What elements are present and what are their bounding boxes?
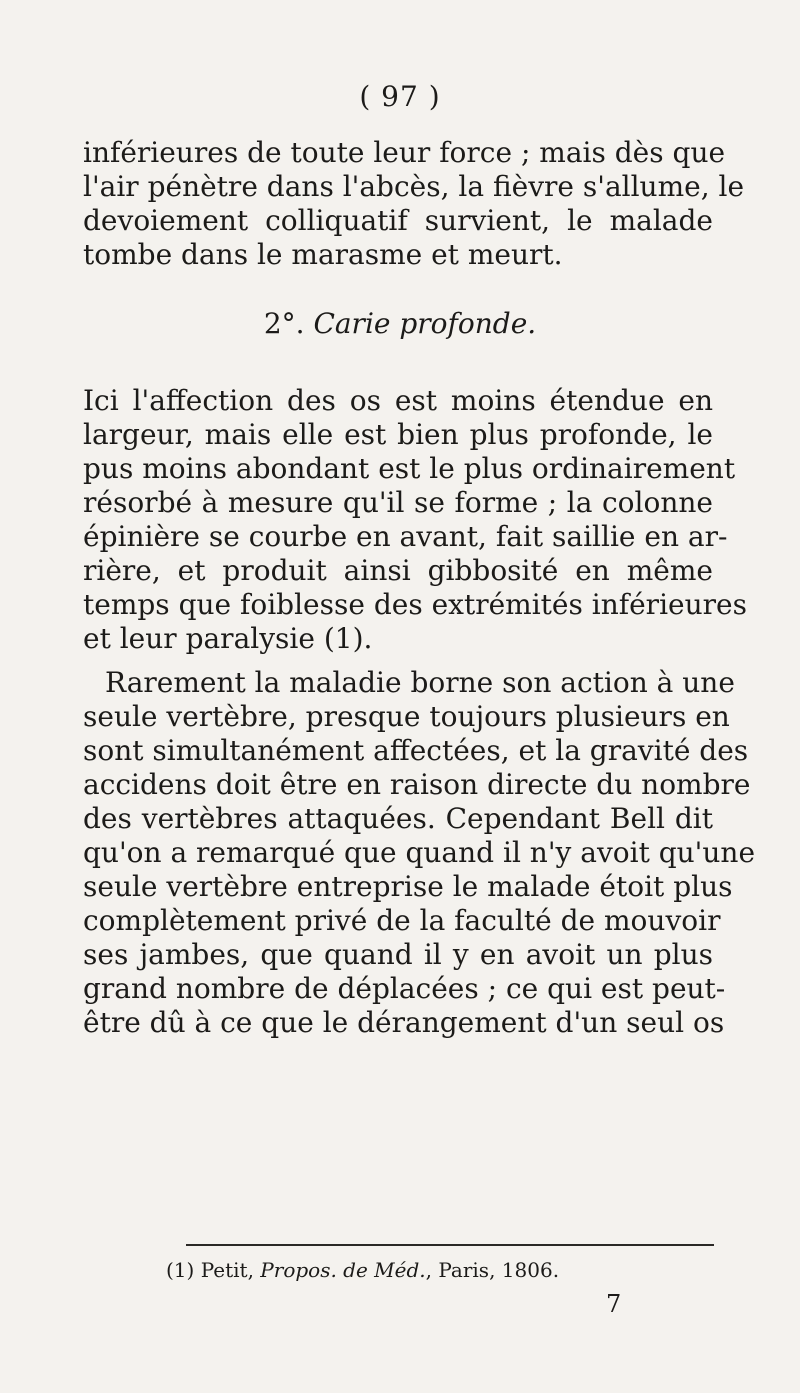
text-line: résorbé à mesure qu'il se forme ; la colonne bbox=[83, 486, 713, 519]
footnote-marker: (1) bbox=[166, 1258, 195, 1282]
text-line: des vertèbres attaquées. Cependant Bell dit bbox=[83, 802, 713, 835]
text-line: pus moins abondant est le plus ordinairement bbox=[83, 452, 736, 485]
text-line: sont simultanément affectées, et la gravité des bbox=[83, 734, 749, 767]
text-line: devoiement colliquatif survient, le malade bbox=[83, 204, 713, 237]
text-line: seule vertèbre entreprise le malade étoit plus bbox=[83, 870, 733, 903]
section-number: 2°. bbox=[263, 307, 305, 340]
text-line: inférieures de toute leur force ; mais dès que bbox=[83, 136, 726, 169]
footnote-journal: Propos. de Méd. bbox=[260, 1258, 426, 1282]
text-line: seule vertèbre, presque toujours plusieurs en bbox=[83, 700, 730, 733]
text-line: accidens doit être en raison directe du nombre bbox=[83, 768, 751, 801]
text-line: épinière se courbe en avant, fait saillie en ar- bbox=[83, 520, 728, 553]
footnote-place-date: , Paris, 1806. bbox=[425, 1258, 560, 1282]
page-number: ( 97 ) bbox=[359, 80, 441, 113]
text-line: qu'on a remarqué que quand il n'y avoit qu'une bbox=[83, 836, 756, 869]
footnote-rule bbox=[186, 1244, 714, 1246]
text-line: et leur paralysie (1). bbox=[83, 622, 373, 655]
text-line: complètement privé de la faculté de mouvoir bbox=[83, 904, 721, 937]
text-line: grand nombre de déplacées ; ce qui est peut- bbox=[83, 972, 726, 1005]
text-line: rière, et produit ainsi gibbosité en même bbox=[83, 554, 713, 587]
text-line: tombe dans le marasme et meurt. bbox=[83, 238, 563, 271]
text-line: l'air pénètre dans l'abcès, la fièvre s'allume, le bbox=[83, 170, 745, 203]
text-line: Ici l'affection des os est moins étendue en bbox=[83, 384, 713, 417]
text-line: être dû à ce que le dérangement d'un seul os bbox=[83, 1006, 725, 1039]
text-line: temps que foiblesse des extrémités inférieures bbox=[83, 588, 747, 621]
footnote bbox=[166, 1257, 559, 1283]
text-line: largeur, mais elle est bien plus profonde, le bbox=[83, 418, 713, 451]
footnote-author: Petit, bbox=[200, 1258, 254, 1282]
signature-mark: 7 bbox=[606, 1290, 622, 1318]
text-line: ses jambes, que quand il y en avoit un plus bbox=[83, 938, 713, 971]
text-line: Rarement la maladie borne son action à une bbox=[105, 666, 735, 699]
section-title: Carie profonde. bbox=[313, 307, 537, 340]
section-heading bbox=[0, 308, 800, 340]
